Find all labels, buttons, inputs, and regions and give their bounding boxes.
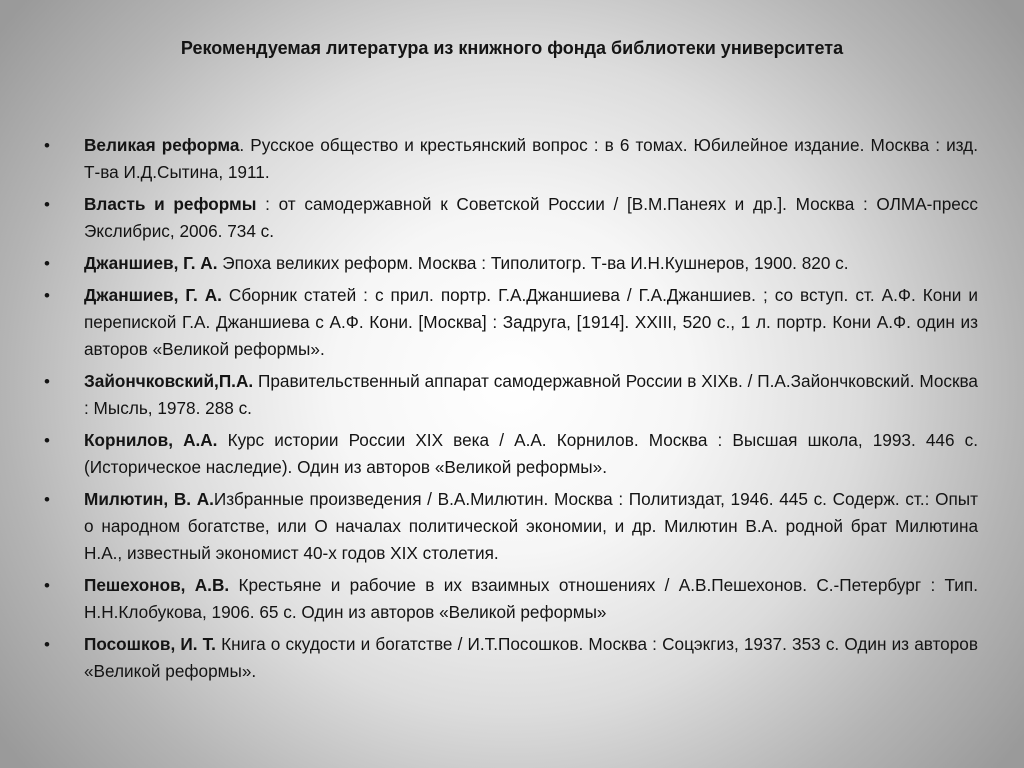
list-item (44, 282, 978, 363)
reference-text: . Русское общество и крестьянский вопрос : в 6 томах. Юбилейное издание. Москва : изд. Т-ва И.Д.Сытина, 1911. (84, 135, 978, 182)
list-item (44, 250, 978, 277)
reference-author: Власть и реформы (84, 194, 257, 214)
reference-author: Корнилов, А.А. (84, 430, 218, 450)
bullet-icon: • (44, 576, 50, 595)
reference-list (44, 132, 978, 688)
reference-author: Зайончковский,П.А. (84, 371, 254, 391)
reference-text: Избранные произведения / В.А.Милютин. Москва : Политиздат, 1946. 445 с. Содерж. ст.: Опыт о народном богатстве, или О началах политической экономии, и др. Милютин В.А. родной брат Милютина Н.А., известный экономист 40-х годов XIX столетия. (84, 489, 978, 563)
bullet-icon: • (44, 372, 50, 391)
list-item (44, 631, 978, 685)
reference-text: Эпоха великих реформ. Москва : Типолитогр. Т-ва И.Н.Кушнеров, 1900. 820 с. (217, 253, 849, 273)
bullet-icon: • (44, 195, 50, 214)
bullet-icon: • (44, 254, 50, 273)
reference-author: Посошков, И. Т. (84, 634, 216, 654)
list-item (44, 486, 978, 567)
reference-text: : от самодержавной к Советской России / [В.М.Панеях и др.]. Москва : ОЛМА-пресс Экслибрис, 2006. 734 с. (84, 194, 978, 241)
reference-author: Джаншиев, Г. А. (84, 285, 222, 305)
reference-author: Пешехонов, А.В. (84, 575, 230, 595)
list-item (44, 132, 978, 186)
reference-text: Курс истории России XIX века / А.А. Корнилов. Москва : Высшая школа, 1993. 446 с. (Историческое наследие). Один из авторов «Великой реформы». (84, 430, 979, 477)
reference-text: Книга о скудости и богатстве / И.Т.Посошков. Москва : Соцэкгиз, 1937. 353 с. Один из авторов «Великой реформы». (84, 634, 978, 681)
reference-text: Сборник статей : с прил. портр. Г.А.Джаншиева / Г.А.Джаншиев. ; со вступ. ст. А.Ф. Кони и перепиской Г.А. Джаншиева с А.Ф. Кони. [Москва] : Задруга, [1914]. XXIII, 520 с., 1 л. портр. Кони А.Ф. один из авторов «Великой реформы». (84, 285, 978, 359)
slide-title: Рекомендуемая литература из книжного фонда библиотеки университета (180, 38, 844, 58)
reference-author: Великая реформа (84, 135, 240, 155)
bullet-icon: • (44, 431, 50, 450)
reference-text: Крестьяне и рабочие в их взаимных отношениях / А.В.Пешехонов. С.-Петербург : Тип. Н.Н.Клобукова, 1906. 65 с. Один из авторов «Великой реформы» (84, 575, 978, 622)
reference-author: Милютин, В. А. (84, 489, 214, 509)
list-item (44, 191, 978, 245)
list-item (44, 368, 978, 422)
reference-author: Джаншиев, Г. А. (84, 253, 218, 273)
list-item (44, 427, 978, 481)
bullet-icon: • (44, 136, 50, 155)
bullet-icon: • (44, 490, 50, 509)
bullet-icon: • (44, 286, 50, 305)
bullet-icon: • (44, 635, 50, 654)
reference-text: Правительственный аппарат самодержавной России в XIXв. / П.А.Зайончковский. Москва : Мысль, 1978. 288 с. (84, 371, 978, 418)
list-item (44, 572, 978, 626)
